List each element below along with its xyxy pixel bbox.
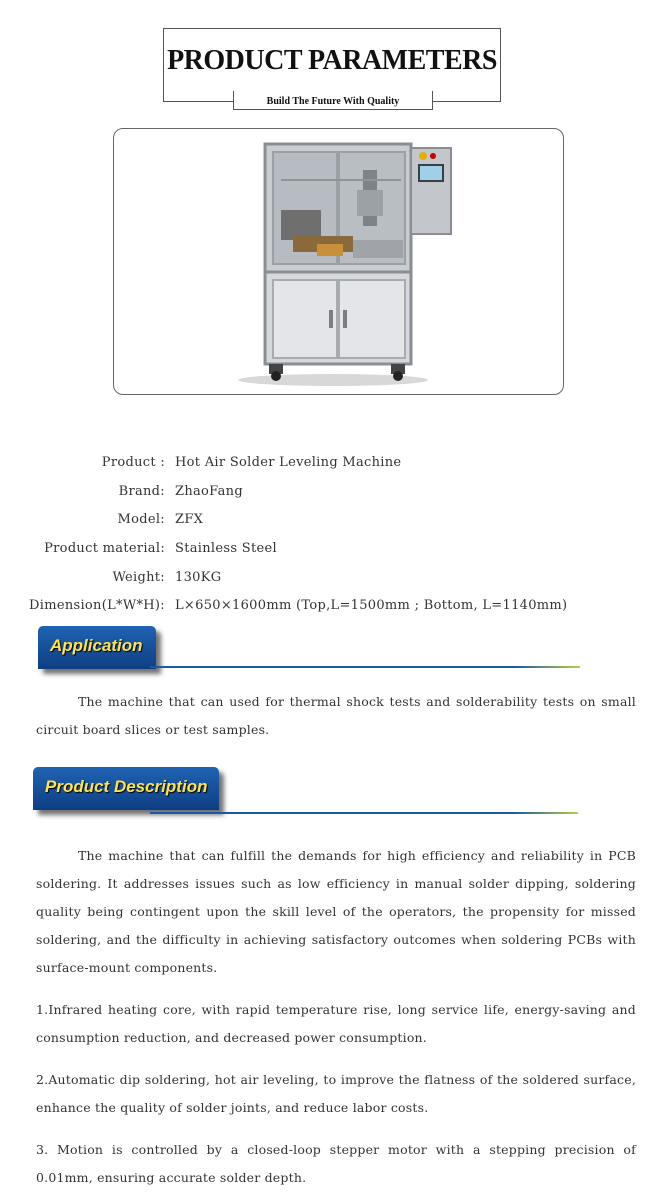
feature-point: 1.Infrared heating core, with rapid temperature rise, long service life, energy-saving and consumption reduction, and decreased power consumption.	[36, 1002, 636, 1045]
description-intro	[36, 842, 636, 982]
spec-row-material	[0, 541, 670, 563]
application-text	[36, 688, 636, 744]
application-heading-tab	[38, 626, 156, 669]
product-machine-image	[233, 140, 453, 388]
feature-point: 2.Automatic dip soldering, hot air leveling, to improve the flatness of the soldered surface, enhance the quality of solder joints, and reduce labor costs.	[36, 1072, 636, 1115]
spec-row-model	[0, 512, 670, 534]
spec-label: Model:	[117, 512, 165, 527]
page-subtitle: Build The Future With Quality	[266, 96, 400, 107]
spec-label: Brand:	[118, 484, 165, 499]
description-divider	[150, 812, 578, 814]
spec-value: ZhaoFang	[175, 484, 243, 499]
spec-value: Hot Air Solder Leveling Machine	[175, 455, 402, 470]
spec-row-brand	[0, 484, 670, 506]
application-divider	[150, 666, 580, 668]
description-heading: Product Description	[45, 777, 208, 796]
spec-label: Product material:	[44, 541, 165, 556]
spec-value: Stainless Steel	[175, 541, 277, 556]
spec-value: L×650×1600mm (Top,L=1500mm ; Bottom, L=1140mm)	[175, 598, 568, 613]
application-paragraph: The machine that can used for thermal shock tests and solderability tests on small circuit board slices or test samples.	[36, 694, 636, 737]
spec-value: ZFX	[175, 512, 204, 527]
description-intro-text: The machine that can fulfill the demands for high efficiency and reliability in PCB soldering. It addresses issues such as low efficiency in manual solder dipping, soldering quality being contingent upon the skill level of the operators, the propensity for missed soldering, and the difficulty in achieving satisfactory outcomes when soldering PCBs with surface-mount components.	[36, 848, 636, 975]
spec-value: 130KG	[175, 570, 222, 585]
spec-row-dimension	[0, 598, 670, 620]
spec-row-product	[0, 455, 670, 477]
spec-label: Product :	[101, 455, 165, 470]
feature-point: 3. Motion is controlled by a closed-loop stepper motor with a stepping precision of 0.01mm, ensuring accurate solder depth.	[36, 1142, 636, 1185]
page-title: PRODUCT PARAMETERS	[167, 45, 497, 76]
spec-label: Weight:	[112, 570, 165, 585]
description-heading-tab	[33, 767, 219, 810]
application-heading: Application	[50, 636, 143, 655]
spec-label: Dimension(L*W*H):	[29, 598, 165, 613]
spec-row-weight	[0, 570, 670, 592]
